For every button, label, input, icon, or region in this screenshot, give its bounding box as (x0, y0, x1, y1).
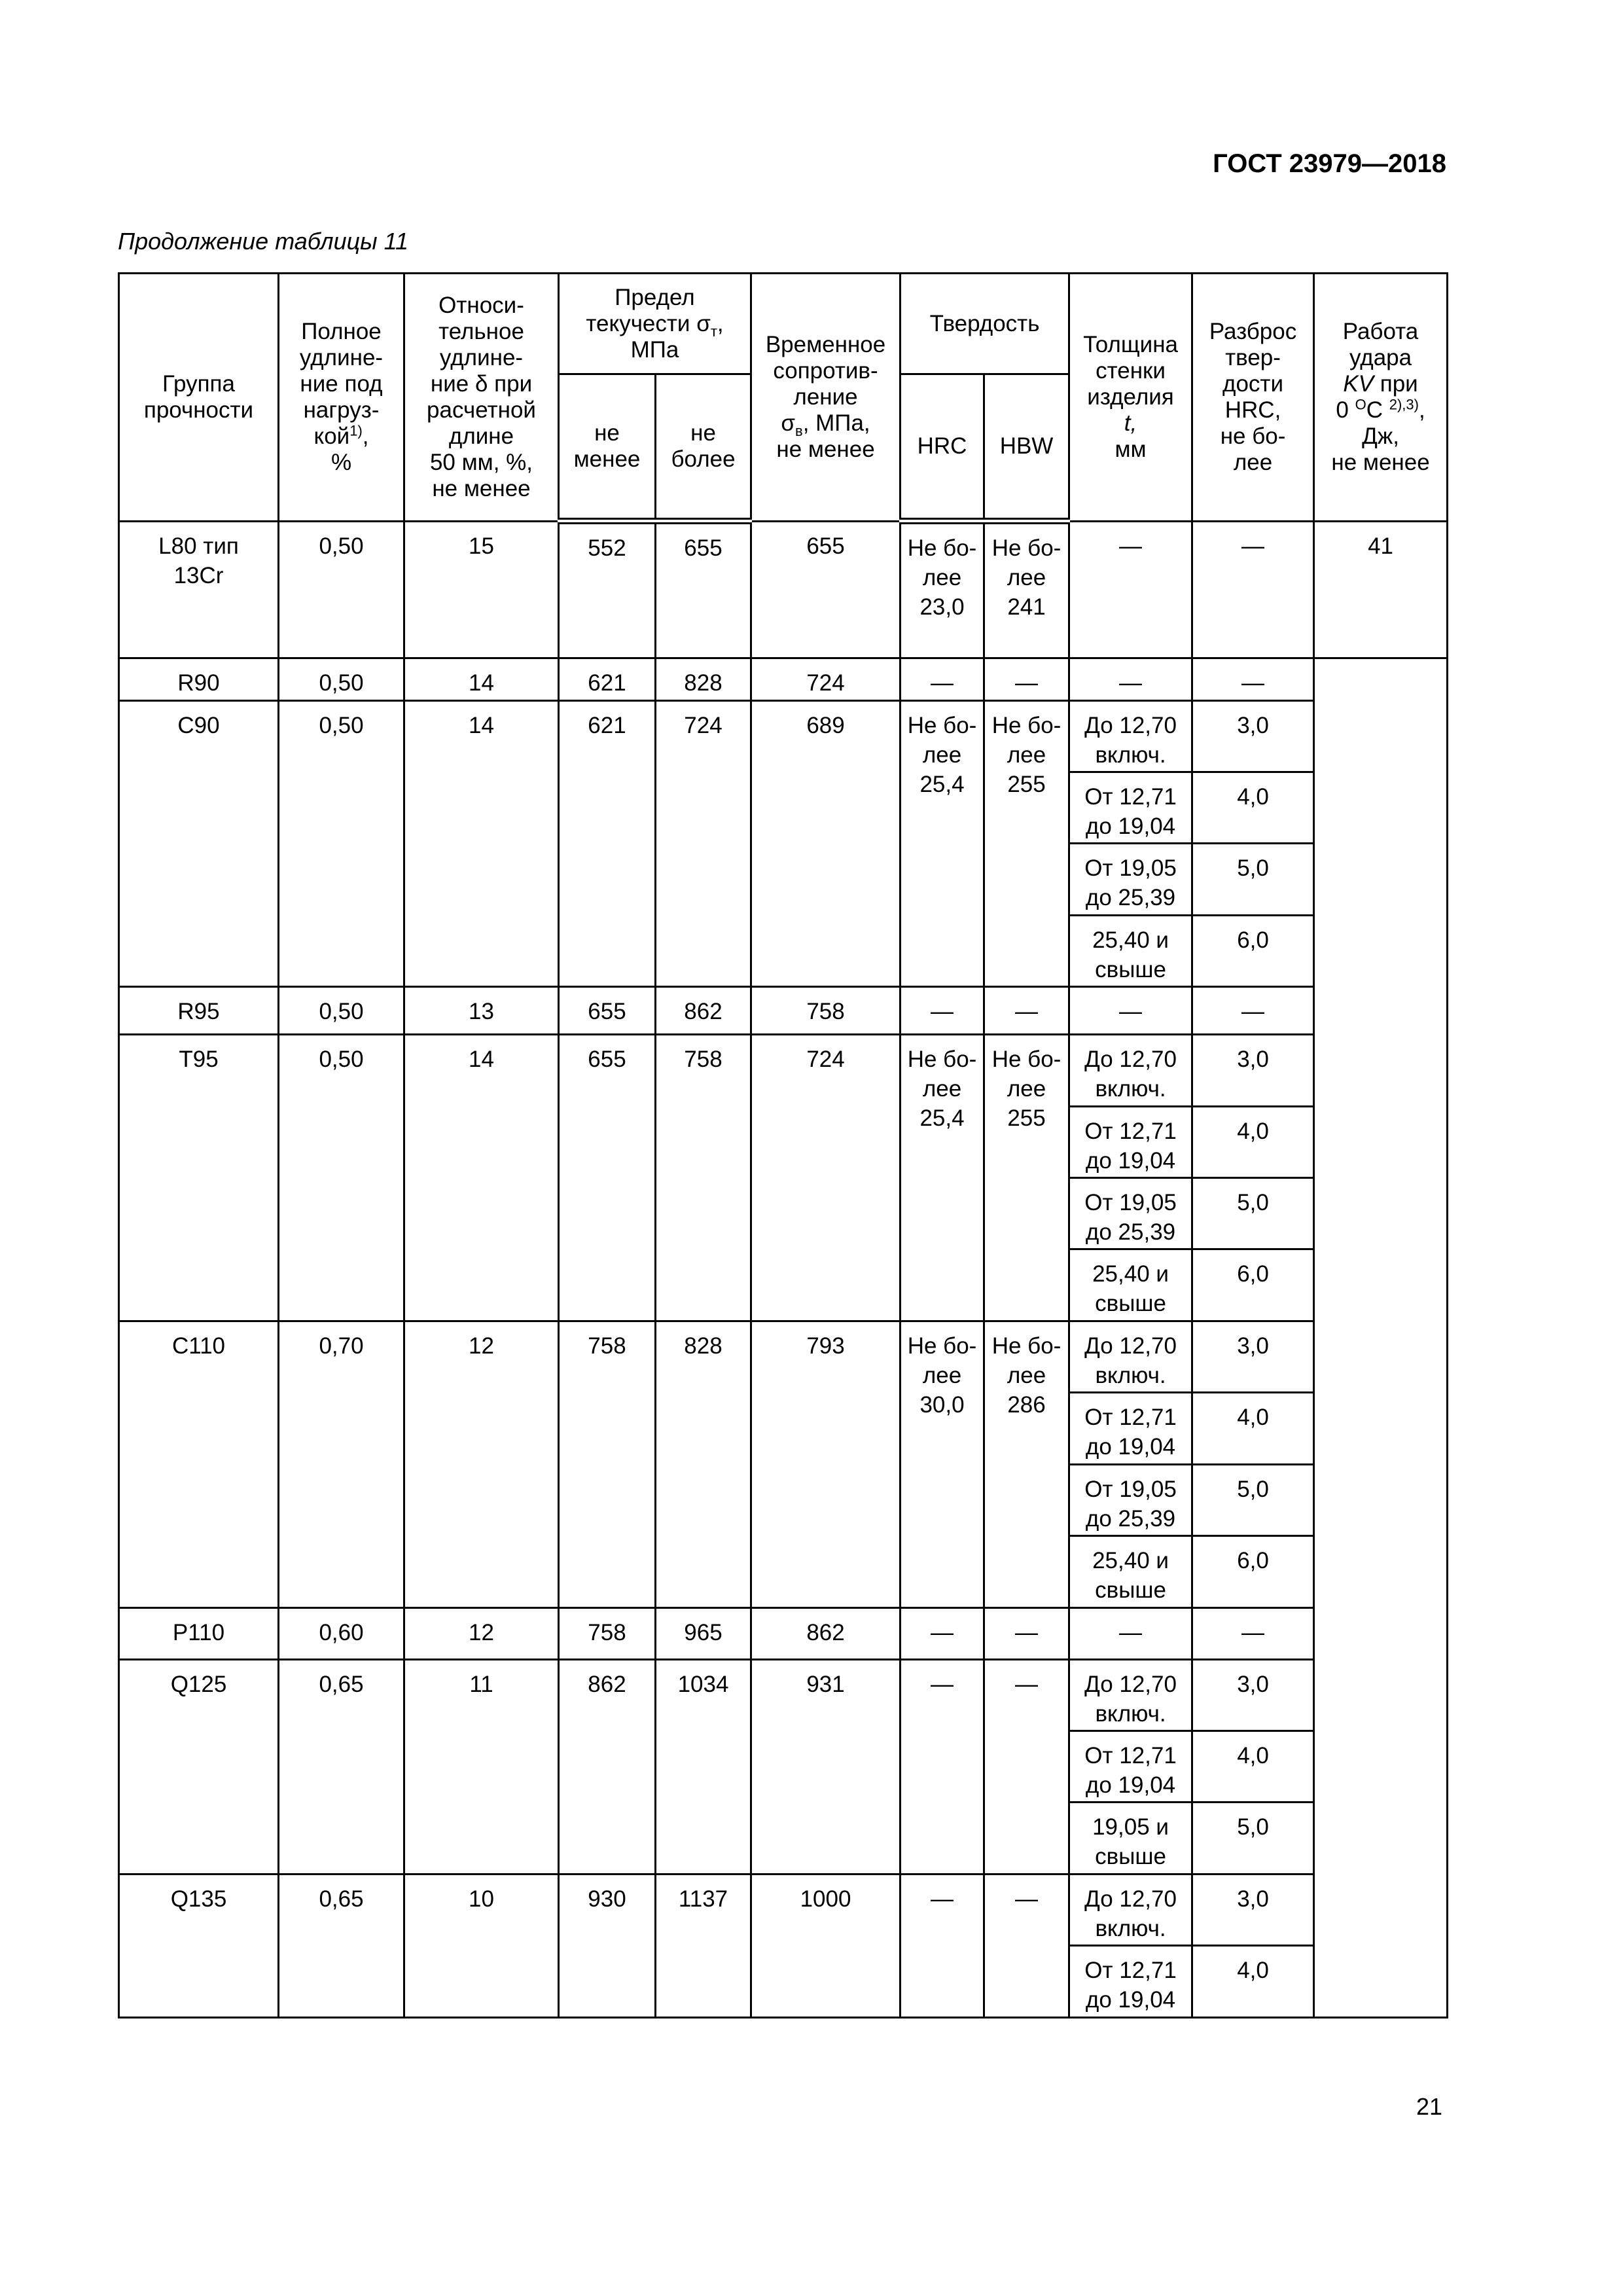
cell-tensile-strength: 689 (751, 700, 901, 987)
cell-hardness-hbw: — (984, 987, 1069, 1035)
table-row (119, 987, 1448, 1035)
cell-elongation-under-load: 0,65 (279, 1659, 404, 1874)
cell-wall-thickness: От 12,71 до 19,04 (1069, 1731, 1192, 1803)
cell-wall-thickness: 25,40 и свыше (1069, 1536, 1192, 1607)
table-row (119, 1607, 1448, 1659)
cell-wall-thickness: — (1069, 987, 1192, 1035)
cell-strength-group: R90 (119, 658, 279, 700)
header-hardness-spread: Разброс твер- дости HRC, не бо- лее (1192, 274, 1314, 522)
cell-yield-min: 758 (559, 1321, 656, 1607)
cell-hardness-spread: 4,0 (1192, 1946, 1314, 2018)
cell-hardness-spread: 6,0 (1192, 915, 1314, 986)
table-caption: Продолжение таблицы 11 (118, 228, 409, 255)
cell-wall-thickness: От 12,71 до 19,04 (1069, 1106, 1192, 1177)
cell-hardness-spread: 3,0 (1192, 1321, 1314, 1392)
cell-yield-min: 655 (559, 987, 656, 1035)
cell-strength-group: T95 (119, 1035, 279, 1321)
cell-hardness-spread: 3,0 (1192, 1659, 1314, 1731)
cell-yield-min: 621 (559, 700, 656, 987)
cell-strength-group: R95 (119, 987, 279, 1035)
cell-hardness-spread: 4,0 (1192, 1393, 1314, 1464)
cell-relative-elongation: 12 (404, 1607, 559, 1659)
cell-relative-elongation: 14 (404, 658, 559, 700)
cell-wall-thickness: 19,05 и свыше (1069, 1803, 1192, 1874)
cell-hardness-spread: 5,0 (1192, 1803, 1314, 1874)
cell-wall-thickness: От 19,05 до 25,39 (1069, 1464, 1192, 1535)
table-row (119, 1874, 1448, 1945)
header-elongation-under-load: Полное удлине- ние под нагруз- кой$^{1)}$, % (279, 274, 404, 522)
cell-hardness-spread: 4,0 (1192, 772, 1314, 843)
table-row (119, 1321, 1448, 1392)
cell-wall-thickness: От 12,71 до 19,04 (1069, 1393, 1192, 1464)
cell-yield-max: 758 (656, 1035, 751, 1321)
cell-relative-elongation: 14 (404, 700, 559, 987)
cell-hardness-spread: — (1192, 521, 1314, 658)
cell-hardness-spread: 3,0 (1192, 700, 1314, 772)
cell-hardness-hrc: — (901, 1659, 984, 1874)
cell-hardness-hbw: Не бо- лее 241 (984, 521, 1069, 658)
mechanical-properties-table (118, 272, 1448, 2018)
page-number: 21 (1416, 2093, 1442, 2120)
cell-hardness-spread: 6,0 (1192, 1249, 1314, 1321)
table-row (119, 658, 1448, 700)
cell-hardness-hbw: — (984, 1659, 1069, 1874)
cell-elongation-under-load: 0,65 (279, 1874, 404, 2017)
cell-wall-thickness: До 12,70 включ. (1069, 1659, 1192, 1731)
cell-hardness-spread: 5,0 (1192, 1178, 1314, 1249)
cell-tensile-strength: 724 (751, 658, 901, 700)
cell-relative-elongation: 15 (404, 521, 559, 658)
cell-impact-energy-empty (1314, 658, 1448, 2017)
table-row (119, 521, 1448, 658)
header-yield-min: не менее (559, 374, 656, 522)
cell-elongation-under-load: 0,50 (279, 987, 404, 1035)
cell-yield-min: 862 (559, 1659, 656, 1874)
cell-tensile-strength: 793 (751, 1321, 901, 1607)
cell-tensile-strength: 724 (751, 1035, 901, 1321)
cell-wall-thickness: 25,40 и свыше (1069, 915, 1192, 986)
header-relative-elongation: Относи- тельное удлине- ние δ при расчетной длине 50 мм, %, не менее (404, 274, 559, 522)
cell-yield-min: 758 (559, 1607, 656, 1659)
cell-wall-thickness: — (1069, 521, 1192, 658)
cell-elongation-under-load: 0,50 (279, 1035, 404, 1321)
cell-hardness-hbw: — (984, 1874, 1069, 2017)
cell-hardness-hrc: Не бо- лее 25,4 (901, 1035, 984, 1321)
cell-strength-group: C90 (119, 700, 279, 987)
cell-yield-max: 655 (656, 521, 751, 658)
cell-elongation-under-load: 0,50 (279, 521, 404, 658)
cell-yield-max: 1137 (656, 1874, 751, 2017)
cell-yield-min: 621 (559, 658, 656, 700)
cell-wall-thickness: До 12,70 включ. (1069, 700, 1192, 772)
cell-hardness-hbw: Не бо- лее 286 (984, 1321, 1069, 1607)
header-group: Группа прочности (119, 274, 279, 522)
cell-yield-min: 930 (559, 1874, 656, 2017)
cell-tensile-strength: 931 (751, 1659, 901, 1874)
cell-hardness-spread: — (1192, 658, 1314, 700)
cell-hardness-hbw: Не бо- лее 255 (984, 1035, 1069, 1321)
cell-strength-group: Q125 (119, 1659, 279, 1874)
cell-hardness-hrc: Не бо- лее 23,0 (901, 521, 984, 658)
cell-wall-thickness: От 19,05 до 25,39 (1069, 844, 1192, 915)
cell-relative-elongation: 10 (404, 1874, 559, 2017)
cell-wall-thickness: — (1069, 658, 1192, 700)
cell-yield-max: 724 (656, 700, 751, 987)
cell-hardness-spread: 4,0 (1192, 1106, 1314, 1177)
cell-tensile-strength: 1000 (751, 1874, 901, 2017)
cell-hardness-spread: 4,0 (1192, 1731, 1314, 1803)
cell-hardness-spread: — (1192, 987, 1314, 1035)
cell-hardness-hrc: — (901, 1607, 984, 1659)
cell-hardness-hrc: Не бо- лее 25,4 (901, 700, 984, 987)
cell-hardness-hbw: Не бо- лее 255 (984, 700, 1069, 987)
cell-relative-elongation: 14 (404, 1035, 559, 1321)
cell-yield-max: 828 (656, 1321, 751, 1607)
cell-yield-max: 965 (656, 1607, 751, 1659)
cell-hardness-hrc: — (901, 987, 984, 1035)
header-hrc: HRC (901, 374, 984, 522)
cell-hardness-spread: 3,0 (1192, 1035, 1314, 1106)
cell-impact-energy: 41 (1314, 521, 1448, 658)
cell-wall-thickness: От 12,71 до 19,04 (1069, 772, 1192, 843)
header-yield-max: не более (656, 374, 751, 522)
table-row (119, 700, 1448, 772)
header-hbw: HBW (984, 374, 1069, 522)
table-row (119, 1659, 1448, 1731)
cell-strength-group: P110 (119, 1607, 279, 1659)
cell-tensile-strength: 758 (751, 987, 901, 1035)
cell-wall-thickness: 25,40 и свыше (1069, 1249, 1192, 1321)
cell-yield-max: 1034 (656, 1659, 751, 1874)
cell-relative-elongation: 12 (404, 1321, 559, 1607)
cell-hardness-hrc: — (901, 1874, 984, 2017)
header-tensile-strength: Временное сопротив- ление $\sigma_в$, МПа, не менее (751, 274, 901, 522)
cell-relative-elongation: 11 (404, 1659, 559, 1874)
cell-hardness-hrc: Не бо- лее 30,0 (901, 1321, 984, 1607)
cell-hardness-hbw: — (984, 658, 1069, 700)
cell-elongation-under-load: 0,60 (279, 1607, 404, 1659)
header-yield-strength: Предел текучести $\sigma_т$, МПа (559, 274, 751, 374)
cell-hardness-spread: 5,0 (1192, 1464, 1314, 1535)
cell-hardness-spread: 5,0 (1192, 844, 1314, 915)
header-wall-thickness: Толщина стенки изделия t, мм (1069, 274, 1192, 522)
cell-strength-group: L80 тип 13Cr (119, 521, 279, 658)
cell-relative-elongation: 13 (404, 987, 559, 1035)
cell-hardness-spread: — (1192, 1607, 1314, 1659)
cell-elongation-under-load: 0,50 (279, 658, 404, 700)
cell-wall-thickness: От 19,05 до 25,39 (1069, 1178, 1192, 1249)
cell-elongation-under-load: 0,70 (279, 1321, 404, 1607)
cell-wall-thickness: До 12,70 включ. (1069, 1874, 1192, 1945)
cell-tensile-strength: 862 (751, 1607, 901, 1659)
cell-yield-min: 552 (559, 521, 656, 658)
header-hardness: Твердость (901, 274, 1069, 374)
cell-strength-group: C110 (119, 1321, 279, 1607)
cell-strength-group: Q135 (119, 1874, 279, 2017)
table-row (119, 1035, 1448, 1106)
cell-hardness-hbw: — (984, 1607, 1069, 1659)
cell-wall-thickness: От 12,71 до 19,04 (1069, 1946, 1192, 2018)
cell-tensile-strength: 655 (751, 521, 901, 658)
cell-wall-thickness: — (1069, 1607, 1192, 1659)
cell-wall-thickness: До 12,70 включ. (1069, 1321, 1192, 1392)
cell-wall-thickness: До 12,70 включ. (1069, 1035, 1192, 1106)
cell-hardness-spread: 6,0 (1192, 1536, 1314, 1607)
header-impact-energy: Работа удара KV при 0 $^O$С $^{2),3)}$, Дж, не менее (1314, 274, 1448, 522)
cell-yield-max: 862 (656, 987, 751, 1035)
cell-hardness-spread: 3,0 (1192, 1874, 1314, 1945)
cell-yield-max: 828 (656, 658, 751, 700)
cell-elongation-under-load: 0,50 (279, 700, 404, 987)
document-code: ГОСТ 23979—2018 (1213, 149, 1446, 178)
cell-yield-min: 655 (559, 1035, 656, 1321)
cell-hardness-hrc: — (901, 658, 984, 700)
